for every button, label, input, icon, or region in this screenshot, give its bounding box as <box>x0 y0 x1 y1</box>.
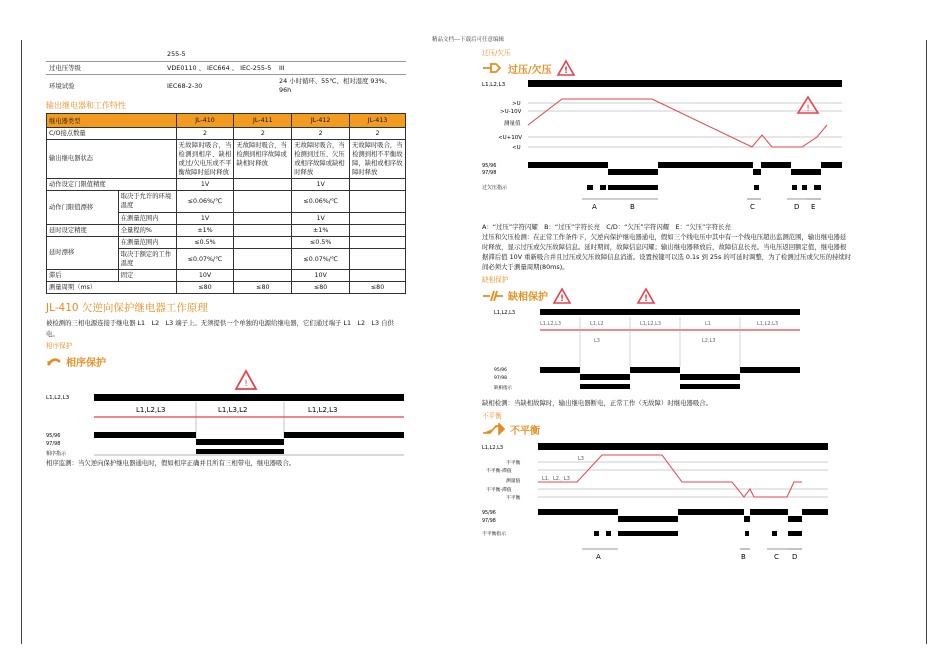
right-column <box>482 46 852 565</box>
relay-label: 97/98 <box>46 440 61 447</box>
relay-on-bar <box>94 432 196 438</box>
spec-value: 255-5 <box>167 50 186 58</box>
relay-on-bar <box>740 367 800 373</box>
supply-label: L1,L2,L3 <box>46 394 70 401</box>
grid-row <box>47 270 406 282</box>
grid-row <box>47 179 406 191</box>
supply-label: L1,L2,L3 <box>482 82 506 88</box>
rotation-arrow-icon <box>46 356 62 366</box>
relay-off-bar <box>791 169 821 175</box>
level-label: 不平衡 <box>506 460 521 466</box>
grid-cell: 动作门限值漂移 <box>47 191 119 224</box>
grid-cell: 在测量范围内 <box>118 212 176 224</box>
unbalance-diagram <box>482 437 852 565</box>
spec-label <box>46 48 164 61</box>
indicator-blink <box>587 185 593 190</box>
segment-label: L1 <box>705 320 711 327</box>
relay-on-bar <box>284 432 404 438</box>
warning-icon <box>236 371 256 389</box>
relay-on-bar <box>761 162 791 168</box>
relay-off-bar <box>608 169 658 175</box>
phase-loss-diagram <box>482 305 852 397</box>
phase-seq-subtitle: 相序保护 <box>46 341 73 350</box>
relay-off-bar <box>580 374 630 380</box>
spec-label: 环境试验 <box>46 75 164 97</box>
grid-cell: 10V <box>292 270 350 282</box>
grid-cell <box>234 236 292 248</box>
grid-header: JL-412 <box>292 113 350 127</box>
indicator-blink <box>772 531 777 536</box>
grid-cell: 2 <box>234 127 292 139</box>
grid-cell <box>234 248 292 269</box>
supply-label: L1,L2,L3 <box>482 444 504 451</box>
segment-label: L1,L2,L3 <box>540 320 562 327</box>
marker-label: B <box>741 552 746 561</box>
relay-on-bar <box>802 509 828 515</box>
grid-cell: 输出继电器状态 <box>47 139 177 179</box>
indicator-steady <box>618 531 678 536</box>
indicator-blink <box>745 531 749 536</box>
unbalance-heading <box>482 422 852 437</box>
segment-label: L3 <box>578 455 584 462</box>
warning-icon <box>798 97 818 114</box>
grid-cell: ≤0.5% <box>176 236 234 248</box>
relay-label: 95/96 <box>482 163 497 169</box>
relay-off-bar <box>744 516 750 522</box>
grid-header: 继电器类型 <box>47 113 177 127</box>
indicator-blink <box>754 185 759 190</box>
supply-label: L1,L2,L3 <box>494 309 516 316</box>
relay-label: 97/98 <box>494 375 507 381</box>
relay-on-bar <box>821 162 842 168</box>
warning-icon <box>556 59 576 77</box>
overunder-legend: A：“过压”字符闪耀 B：“过压”字符长亮 C/D：“欠压”字符闪耀 E：“欠压”字符长亮 <box>482 223 731 231</box>
grid-cell: ≤0.5% <box>292 236 350 248</box>
grid-cell: 2 <box>292 127 350 139</box>
spec-extra: III <box>276 61 406 75</box>
grid-cell: 1V <box>176 212 234 224</box>
relay-on-bar <box>630 367 680 373</box>
indicator-label: 过欠压指示 <box>482 185 508 191</box>
indicator-label: 缺相指示 <box>494 385 512 391</box>
marker-label: B <box>630 203 635 211</box>
grid-cell <box>350 212 406 224</box>
page-edge-left <box>21 40 22 644</box>
grid-cell: 取决于允许的环境温度 <box>118 191 176 212</box>
grid-cell: 全量程的% <box>118 224 176 236</box>
grid-cell <box>350 224 406 236</box>
grid-cell: 1V <box>176 179 234 191</box>
spec-value: VDE0110 、 IEC664 、 IEC-255-5 <box>164 61 276 75</box>
grid-row <box>47 139 406 179</box>
level-label: <U <box>512 145 521 151</box>
marker-label: D <box>794 203 800 211</box>
grid-cell <box>234 179 292 191</box>
relay-on-bar <box>678 509 744 515</box>
grid-cell: 取决于额定的工作温度 <box>118 248 176 269</box>
grid-row <box>47 282 406 294</box>
indicator-blink <box>606 531 611 536</box>
grid-cell: C/O接点数量 <box>47 127 177 139</box>
marker-label: A <box>596 552 601 561</box>
overunder-diagram <box>482 77 852 219</box>
level-label: <U+10V <box>498 135 523 141</box>
grid-cell <box>350 236 406 248</box>
grid-cell: ≤80 <box>292 282 350 294</box>
svg-text:!: ! <box>643 293 649 304</box>
marker-label: D <box>792 552 798 561</box>
grid-cell: 2 <box>176 127 234 139</box>
relay-off-bar <box>680 374 740 380</box>
segment-label: L1,L2 <box>590 320 604 327</box>
grid-cell: 在测量范围内 <box>118 236 176 248</box>
grid-cell: 固定 <box>118 270 176 282</box>
segment-label: L1、L2、L3 <box>542 475 570 482</box>
spec-table <box>46 48 406 97</box>
supply-bar <box>540 309 800 315</box>
phase-loss-subtitle: 缺相保护 <box>482 275 509 284</box>
grid-cell: 延时漂移 <box>47 236 119 269</box>
relay-on-bar <box>538 509 618 515</box>
level-label: 不平衡-滞值 <box>486 468 512 474</box>
unbalance-heading-text: 不平衡 <box>510 425 540 437</box>
level-label: >U <box>512 101 521 107</box>
grid-cell: 无故障时吸合，当检测到相不平衡故障，缺相或相序故障时释放 <box>350 139 406 179</box>
unbalance-icon <box>482 423 506 435</box>
segment-label: L1,L2,L3 <box>640 320 662 327</box>
indicator-blink <box>594 531 599 536</box>
relay-spec-grid <box>46 113 406 295</box>
grid-header: JL-411 <box>234 113 292 127</box>
svg-text:!: ! <box>244 378 248 389</box>
grid-row <box>47 127 406 139</box>
principle-title: JL-410 欠逆向保护继电器工作原理 <box>46 302 208 315</box>
grid-cell: ≤0.07%/℃ <box>176 248 234 269</box>
indicator-label: 相序指示 <box>46 450 67 457</box>
grid-cell <box>350 179 406 191</box>
grid-header: JL-413 <box>350 113 406 127</box>
overunder-paragraph: 过压和欠压检测：在正常工作条件下，欠逆向保护继电器通电，假如三个线电压中其中有一个线电压超出监测范围，输出继电器延时释放，显示过压或欠压故障信息。延时期间，故障信息闪耀；输出继电器释放后，故障信息长亮。当电压返回额定值，继电器根据滞后值 10V 重新吸合并且过压或欠压故障信息消逝。设置按键可以选 0.1s 到 25s 的可延时调整，为了检测过压或欠压的持续时间必须大于测量周期(80ms)。 <box>482 232 852 271</box>
grid-cell: 滞后 <box>47 270 119 282</box>
relay-off-bar <box>196 439 284 445</box>
indicator-blink <box>600 185 606 190</box>
grid-cell: 测量周期（ms） <box>47 282 177 294</box>
svg-text:!: ! <box>806 104 810 114</box>
overunder-subtitle: 过压/欠压 <box>482 49 511 57</box>
indicator-blink <box>792 185 797 190</box>
grid-cell <box>234 224 292 236</box>
relay-on-bar <box>540 367 580 373</box>
indicator-steady <box>814 185 821 190</box>
spec-value: IEC68-2-30 <box>164 75 276 97</box>
grid-row <box>47 191 406 212</box>
page-edge-right <box>926 40 927 644</box>
indicator-blink <box>802 185 807 190</box>
level-label: 测量值 <box>504 121 521 127</box>
voltage-icon <box>482 62 504 74</box>
relay-on-bar <box>658 162 753 168</box>
relay-off-bar <box>618 516 678 522</box>
indicator-bar <box>196 449 284 454</box>
grid-cell: ≤80 <box>176 282 234 294</box>
spec-row <box>46 75 406 97</box>
phase-seq-heading <box>46 354 406 369</box>
grid-cell <box>350 191 406 212</box>
marker-label: C <box>750 203 755 211</box>
warning-icon <box>576 287 656 305</box>
grid-cell: ≤0.07%/℃ <box>292 248 350 269</box>
segment-label: L1,L2,L3 <box>136 405 166 414</box>
grid-cell: 动作设定门限值精度 <box>47 179 177 191</box>
grid-cell: ≤80 <box>234 282 292 294</box>
grid-cell: ±1% <box>176 224 234 236</box>
level-label: >U-10V <box>500 109 522 115</box>
spec-extra <box>276 48 406 61</box>
output-section-title: 输出继电器和工作特性 <box>46 100 126 110</box>
indicator-steady <box>788 531 802 536</box>
relay-label: 97/98 <box>482 518 496 524</box>
svg-text:!: ! <box>559 293 565 304</box>
segment-label: L1,L2,L3 <box>757 320 779 327</box>
relay-label: 95/96 <box>482 510 496 516</box>
grid-header-row <box>47 113 406 127</box>
grid-cell: 延时设定精度 <box>47 224 119 236</box>
broken-line-icon <box>482 290 504 302</box>
phase-seq-caption: 相序监测：当欠逆向保护继电器通电时，假如相序正确并且所有三相带电，继电器吸合。 <box>46 458 296 467</box>
level-label: 不平衡 <box>506 495 521 501</box>
relay-on-bar <box>528 162 608 168</box>
supply-bar <box>94 394 404 401</box>
level-label: 测量值 <box>506 478 521 484</box>
level-label: 不平衡-滞值 <box>486 487 512 493</box>
grid-cell: ≤80 <box>350 282 406 294</box>
relay-off-bar <box>753 169 761 175</box>
indicator-bar <box>580 384 630 389</box>
spec-extra: 24 小时循环、55℃、相对湿度 93%、96h <box>276 75 406 97</box>
unbalance-subtitle: 不平衡 <box>482 411 502 420</box>
segment-label: L1,L2,L3 <box>308 405 338 414</box>
warning-icon <box>552 287 572 305</box>
overunder-heading <box>482 59 852 77</box>
phase-loss-heading-text: 缺相保护 <box>508 292 548 304</box>
grid-row <box>47 224 406 236</box>
spec-row <box>46 61 406 75</box>
marker-label: E <box>811 203 816 211</box>
phase-seq-heading-text: 相序保护 <box>66 357 106 369</box>
grid-cell <box>350 270 406 282</box>
grid-cell: 无故障时吸合，当检测到相序故障或缺相时释放 <box>234 139 292 179</box>
segment-label: L2,L3 <box>702 337 716 344</box>
grid-row <box>47 236 406 248</box>
marker-label: A <box>592 203 597 211</box>
segment-label: L1,L3,L2 <box>218 405 248 414</box>
grid-cell <box>234 212 292 224</box>
grid-cell <box>234 191 292 212</box>
grid-cell: ≤0.06%/℃ <box>292 191 350 212</box>
supply-bar <box>538 443 828 450</box>
relay-label: 95/96 <box>46 432 61 439</box>
grid-cell <box>350 248 406 269</box>
indicator-steady <box>608 185 658 190</box>
segment-label: L3 <box>594 337 600 344</box>
grid-cell: ≤0.06%/℃ <box>176 191 234 212</box>
top-note: 精品文档---下载后可任意编辑 <box>432 37 504 43</box>
phase-loss-caption: 缺相检测：当缺相故障时，输出继电器断电，正常工作（无故障）时继电器吸合。 <box>482 398 713 407</box>
principle-paragraph: 被检测的三相电源连接于继电器 L1 L2 L3 端子上。无须提供一个单独的电源给继电器，它们通过端子 L1 L2 L3 自供电。 <box>46 319 394 338</box>
indicator-bar <box>680 384 740 389</box>
spec-label: 过电压等级 <box>46 61 164 75</box>
left-column <box>46 48 406 469</box>
svg-text:!: ! <box>563 66 568 76</box>
grid-cell: 无故障时吸合，当检测到过压、欠压或相序故障或缺相时释放 <box>292 139 350 179</box>
relay-label: 97/98 <box>482 170 497 176</box>
grid-cell: 无故障时吸合，当检测到相序、缺相或过/欠电压或不平衡故障时延时释放 <box>176 139 234 179</box>
spec-row <box>46 48 406 61</box>
grid-cell: 2 <box>350 127 406 139</box>
grid-cell: 1V <box>292 179 350 191</box>
marker-label: C <box>774 552 779 561</box>
relay-label: 95/96 <box>494 367 507 373</box>
grid-cell: 1V <box>292 212 350 224</box>
phase-seq-diagram <box>46 369 406 459</box>
measured-value-curve <box>528 99 827 147</box>
grid-cell: 10V <box>176 270 234 282</box>
indicator-label: 不平衡指示 <box>482 531 506 537</box>
grid-cell: ±1% <box>292 224 350 236</box>
supply-bar <box>528 80 842 87</box>
overunder-heading-text: 过压/欠压 <box>508 64 552 76</box>
grid-cell <box>234 270 292 282</box>
grid-header: JL-410 <box>176 113 234 127</box>
phase-loss-heading <box>482 287 852 305</box>
relay-on-bar <box>750 509 788 515</box>
relay-off-bar <box>788 516 802 522</box>
